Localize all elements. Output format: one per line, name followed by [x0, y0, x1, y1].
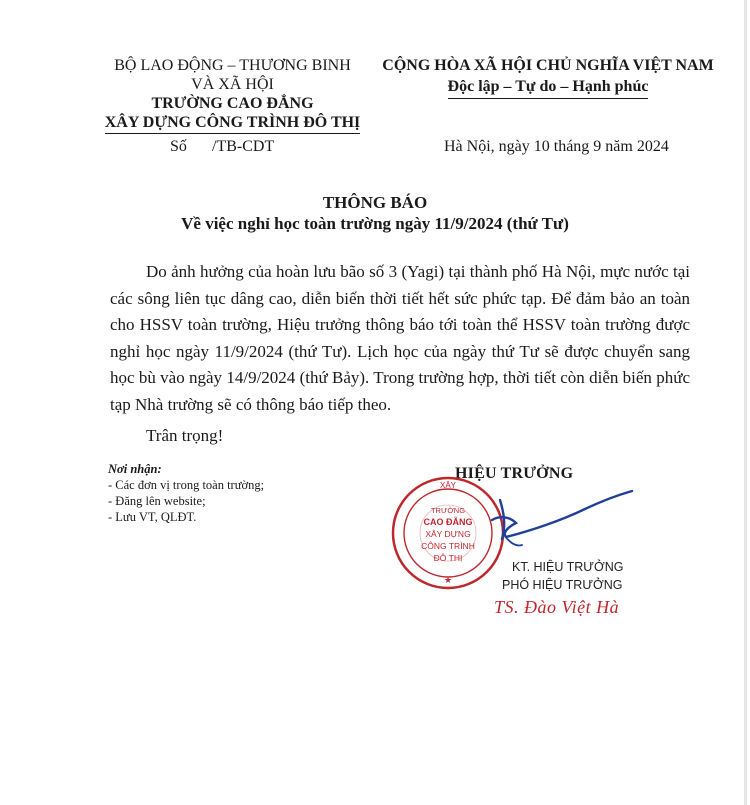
notice-title: [0, 192, 750, 234]
seal-ring-text: XÂY: [439, 481, 457, 490]
signature-title: HIỆU TRƯỞNG: [455, 465, 574, 482]
signature-block: [380, 455, 680, 635]
school-name-line-2: XÂY DỰNG CÔNG TRÌNH ĐÔ THỊ: [105, 113, 361, 134]
seal-text-line: CAO ĐẲNG: [423, 517, 473, 527]
document-number-label: Số: [170, 138, 187, 155]
closing-greeting: Trân trọng!: [146, 426, 224, 445]
signatory-position: PHÓ HIỆU TRƯỞNG: [502, 578, 623, 592]
signatory-name: TS. Đào Việt Hà: [494, 597, 620, 617]
seal-text-line: CÔNG TRÌNH: [421, 541, 475, 551]
issue-date: Hà Nội, ngày 10 tháng 9 năm 2024: [444, 138, 669, 155]
seal-text-line: TRƯỜNG: [430, 506, 466, 515]
recipient-item: - Lưu VT, QLĐT.: [108, 510, 197, 524]
ministry-header: [100, 56, 365, 134]
document-number-code: /TB-CDT: [212, 138, 275, 155]
recipients-block: [108, 461, 264, 525]
national-motto: Độc lập – Tự do – Hạnh phúc: [448, 76, 649, 99]
nation-name: CỘNG HÒA XÃ HỘI CHỦ NGHĨA VIỆT NAM: [382, 57, 714, 74]
seal-star-icon: ★: [443, 576, 453, 586]
recipient-item: - Đăng lên website;: [108, 494, 206, 508]
notice-body: Do ảnh hưởng của hoàn lưu bão số 3 (Yagi) tại thành phố Hà Nội, mực nước tại các sông liên tục dâng cao, diễn biến thời tiết hết sức phức tạp. Để đảm bảo an toàn cho HSSV toàn trường, Hiệu trưởng thông báo tới toàn thể HSSV toàn trường được nghỉ học ngày 11/9/2024 (thứ Tư). Lịch học của ngày thứ Tư sẽ được chuyển sang học bù vào ngày 14/9/2024 (thứ Bảy). Trong trường hợp, thời tiết còn diễn biến phức tạp Nhà trường sẽ có thông báo tiếp theo.: [110, 262, 690, 414]
recipient-item: - Các đơn vị trong toàn trường;: [108, 478, 265, 492]
ministry-line-1: BỘ LAO ĐỘNG – THƯƠNG BINH: [114, 57, 351, 74]
notice-title-main: THÔNG BÁO: [322, 193, 428, 212]
school-name-line-1: TRƯỜNG CAO ĐẲNG: [151, 95, 314, 112]
national-header: [372, 55, 724, 99]
seal-text-line: XÂY DỰNG: [425, 529, 471, 539]
signatory-on-behalf: KT. HIỆU TRƯỞNG: [512, 560, 624, 574]
recipients-heading: Nơi nhận:: [108, 462, 162, 476]
notice-title-subject: Về việc nghỉ học toàn trường ngày 11/9/2024 (thứ Tư): [181, 214, 569, 233]
document-number: [170, 138, 274, 156]
ministry-line-2: VÀ XÃ HỘI: [191, 76, 274, 93]
seal-text-line: ĐÔ THỊ: [433, 553, 463, 563]
